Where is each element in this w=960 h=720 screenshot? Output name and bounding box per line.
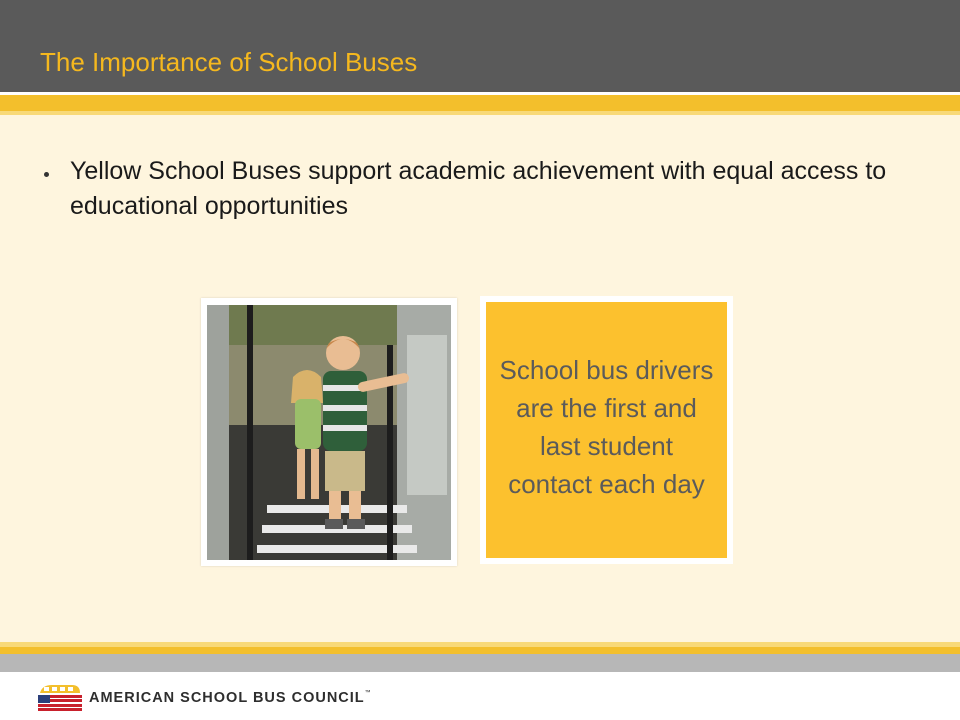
callout-box	[486, 302, 727, 558]
trademark-symbol: ™	[364, 690, 371, 696]
photo-frame	[201, 298, 457, 566]
callout-frame	[480, 296, 733, 564]
school-bus-council-logo	[38, 683, 82, 711]
callout-text: School bus drivers are the first and last student contact each day	[499, 355, 714, 499]
slide-header	[0, 0, 960, 92]
org-name-label: AMERICAN SCHOOL BUS COUNCIL	[89, 690, 365, 706]
footer-gray-band	[0, 654, 960, 672]
children-boarding-bus-photo	[207, 305, 451, 560]
header-stripe	[0, 95, 960, 111]
bullet-text: Yellow School Buses support academic achievement with equal access to educational opportunities	[70, 157, 887, 220]
bullet-marker	[44, 172, 49, 177]
footer-org-name	[89, 690, 371, 706]
footer-stripe	[0, 647, 960, 654]
slide-title: The Importance of School Buses	[40, 47, 418, 77]
